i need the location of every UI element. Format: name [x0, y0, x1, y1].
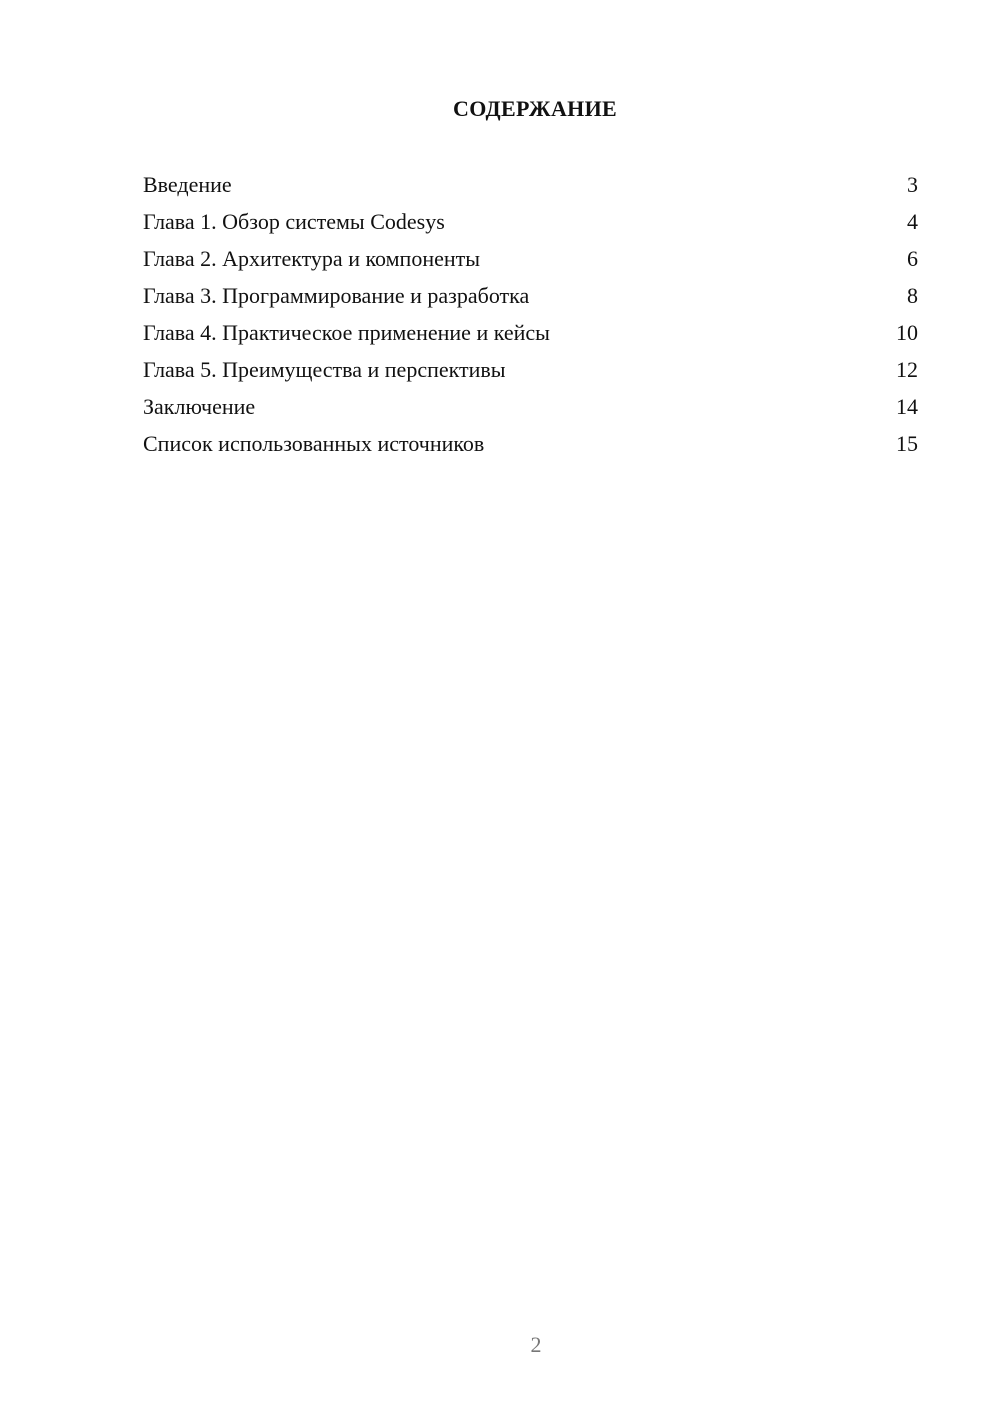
toc-entry-label: Введение [143, 172, 232, 197]
toc-entry-page: 3 [907, 172, 918, 197]
toc-entry-references[interactable] [143, 429, 918, 466]
toc-entry-chapter-3[interactable] [143, 281, 918, 318]
toc-entry-label: Глава 2. Архитектура и компоненты [143, 246, 481, 271]
toc-entry-chapter-1[interactable] [143, 207, 918, 244]
page-title: СОДЕРЖАНИЕ [453, 96, 617, 121]
toc-entry-page: 4 [907, 209, 918, 234]
toc-entry-label: Заключение [143, 394, 256, 419]
toc-entry-introduction[interactable] [143, 170, 918, 207]
toc-entry-page: 10 [896, 320, 918, 345]
table-of-contents [143, 170, 918, 466]
page-number: 2 [530, 1332, 542, 1357]
toc-entry-label: Глава 5. Преимущества и перспективы [143, 357, 506, 382]
toc-entry-page: 6 [907, 246, 918, 271]
toc-entry-chapter-5[interactable] [143, 355, 918, 392]
toc-entry-label: Список использованных источников [143, 431, 485, 456]
toc-entry-page: 14 [896, 394, 918, 419]
toc-entry-chapter-4[interactable] [143, 318, 918, 355]
toc-entry-page: 8 [907, 283, 918, 308]
toc-entry-label: Глава 1. Обзор системы Codesys [143, 209, 445, 234]
toc-entry-page: 15 [896, 431, 918, 456]
toc-entry-chapter-2[interactable] [143, 244, 918, 281]
toc-entry-conclusion[interactable] [143, 392, 918, 429]
toc-entry-label: Глава 4. Практическое применение и кейсы [143, 320, 550, 345]
toc-entry-label: Глава 3. Программирование и разработка [143, 283, 530, 308]
toc-entry-page: 12 [896, 357, 918, 382]
